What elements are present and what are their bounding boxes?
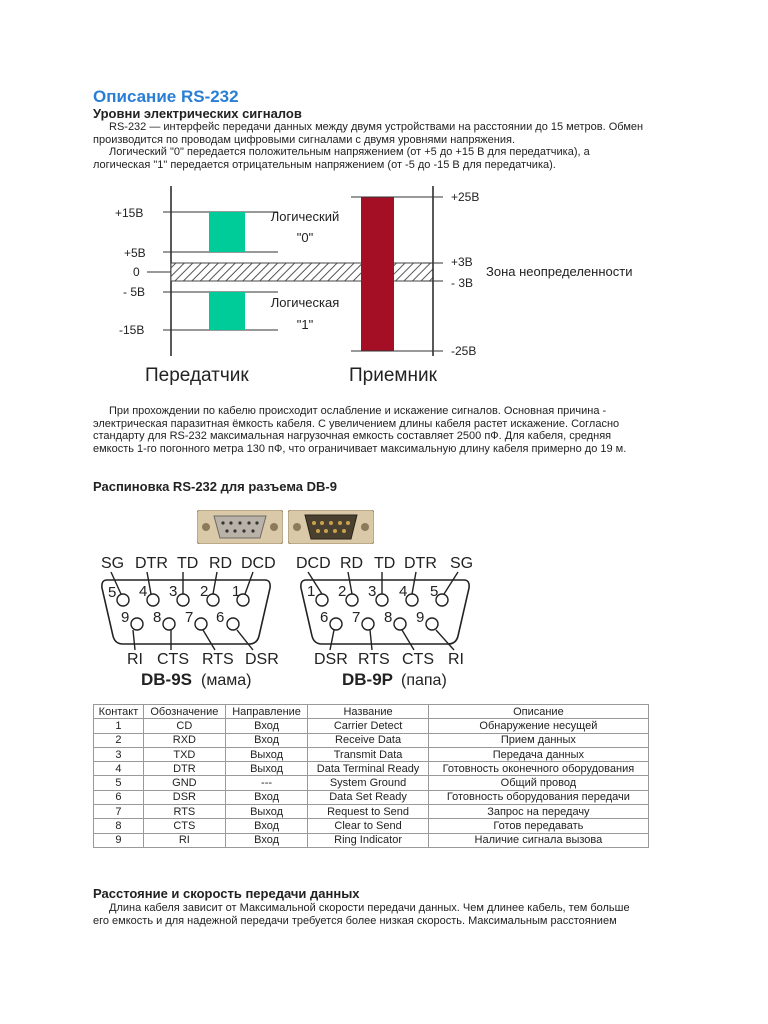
- rx-label: -25В: [451, 344, 477, 358]
- text-line: стандарту для RS-232 максимальная нагрузочная емкость составляет 2500 пФ. Для кабеля, средняя: [93, 430, 612, 442]
- db9p-pin-number: 6: [320, 609, 329, 626]
- table-cell: TXD: [143, 747, 225, 761]
- text-line: При прохождении по кабелю происходит ослабление и искажение сигналов. Основная причина -: [109, 405, 607, 417]
- paragraph-intro: [93, 121, 693, 171]
- table-cell: 7: [94, 805, 144, 819]
- db9s-pin-number: 8: [153, 609, 162, 626]
- section-heading-levels: Уровни электрических сигналов: [93, 106, 302, 121]
- uncertainty-zone-label: Зона неопределенности: [486, 264, 633, 279]
- table-cell: Выход: [225, 747, 308, 761]
- db9p-signal: RTS: [358, 651, 390, 668]
- text-line: его емкость и для надежной передачи требуется более низкая скорость. Максимальным расстоянием: [93, 914, 617, 927]
- db9p-signal: DSR: [314, 651, 348, 668]
- table-cell: Выход: [225, 805, 308, 819]
- table-cell: Request to Send: [308, 805, 428, 819]
- db9p-pin-number: 1: [307, 583, 316, 600]
- db9s-pin-number: 6: [216, 609, 225, 626]
- db9p-signal: SG: [450, 555, 474, 572]
- db9p-name: DB-9P: [342, 670, 394, 689]
- rx-label: - 3В: [451, 276, 474, 290]
- db9s-signal: SG: [101, 555, 125, 572]
- pin-table: [93, 704, 649, 848]
- db9s-signal: RTS: [202, 651, 234, 668]
- table-row: [94, 790, 649, 804]
- db9s-pin-number: 9: [121, 609, 130, 626]
- db9s-signal: RD: [209, 555, 233, 572]
- text-line: Логический "0" передается положительным напряжением (от +5 до +15 В для передатчика), а: [109, 146, 590, 158]
- table-cell: System Ground: [308, 776, 428, 790]
- table-cell: Готовность оборудования передачи: [428, 790, 648, 804]
- column-header: Описание: [428, 705, 648, 719]
- db9s-pin-number: 3: [169, 583, 178, 600]
- db9p-pin-number: 2: [338, 583, 347, 600]
- table-cell: 2: [94, 733, 144, 747]
- table-cell: Общий провод: [428, 776, 648, 790]
- db9s-signal: TD: [177, 555, 199, 572]
- table-cell: Вход: [225, 819, 308, 833]
- logic1-box: [209, 292, 245, 330]
- db9p-pin-number: 7: [352, 609, 361, 626]
- db9p-pin-number: 8: [384, 609, 393, 626]
- table-cell: Ring Indicator: [308, 833, 428, 847]
- table-row: [94, 833, 649, 847]
- table-cell: Готовность оконечного оборудования: [428, 762, 648, 776]
- table-cell: 8: [94, 819, 144, 833]
- text-line: логическая "1" передается отрицательным напряжением (от -5 до -15 В для передатчика).: [93, 158, 556, 171]
- rx-label: +3В: [451, 255, 473, 269]
- db9p-pinout-diagram: [290, 550, 490, 690]
- db9s-kind: (мама): [201, 672, 252, 689]
- text-line: производится по проводам цифровыми сигналами с двумя уровнями напряжения.: [93, 133, 516, 146]
- db9p-signal: TD: [374, 555, 396, 572]
- db9s-name: DB-9S: [141, 670, 193, 689]
- paragraph-distance: [93, 902, 693, 927]
- db9s-pin-number: 1: [232, 583, 241, 600]
- table-cell: Receive Data: [308, 733, 428, 747]
- table-cell: 4: [94, 762, 144, 776]
- transmitter-caption: Передатчик: [145, 365, 249, 386]
- page-title: Описание RS-232: [93, 87, 239, 106]
- table-row: [94, 819, 649, 833]
- db9p-pin-number: 4: [399, 583, 408, 600]
- db9s-pinout-diagram: [93, 550, 283, 690]
- table-cell: Вход: [225, 733, 308, 747]
- db9p-signal: RI: [448, 651, 464, 668]
- db9-female-photo: [197, 510, 283, 544]
- table-cell: ---: [225, 776, 308, 790]
- table-cell: 1: [94, 719, 144, 733]
- tx-label: 0: [133, 265, 140, 279]
- column-header: Название: [308, 705, 428, 719]
- table-row: [94, 762, 649, 776]
- table-cell: 5: [94, 776, 144, 790]
- table-cell: Transmit Data: [308, 747, 428, 761]
- db9s-signal: DSR: [245, 651, 279, 668]
- text-line: емкость 1-го погонного метра 130 пФ, что ограничивает максимальную длину кабеля примерно до 19 м.: [93, 442, 627, 455]
- table-cell: Вход: [225, 833, 308, 847]
- logic1-label: Логическая: [270, 295, 340, 310]
- rx-label: +25В: [451, 190, 480, 204]
- db9s-signal: DCD: [241, 555, 276, 572]
- table-cell: RI: [143, 833, 225, 847]
- paragraph-attenuation: [93, 405, 693, 455]
- table-cell: Выход: [225, 762, 308, 776]
- table-cell: Запрос на передачу: [428, 805, 648, 819]
- logic0-value: "0": [296, 230, 314, 245]
- table-cell: Вход: [225, 790, 308, 804]
- table-cell: 9: [94, 833, 144, 847]
- table-row: [94, 776, 649, 790]
- db9s-signal: RI: [127, 651, 143, 668]
- db9s-signal: CTS: [157, 651, 189, 668]
- text-line: RS-232 — интерфейс передачи данных между двумя устройствами на расстоянии до 15 метров. Обмен: [109, 121, 644, 133]
- table-cell: RXD: [143, 733, 225, 747]
- db9s-pin-number: 2: [200, 583, 209, 600]
- section-heading-distance: Расстояние и скорость передачи данных: [93, 886, 360, 901]
- db9s-signal: DTR: [135, 555, 168, 572]
- table-cell: Обнаружение несущей: [428, 719, 648, 733]
- db9-male-photo: [288, 510, 374, 544]
- table-row: [94, 805, 649, 819]
- tx-label: +5В: [124, 246, 146, 260]
- table-cell: Наличие сигнала вызова: [428, 833, 648, 847]
- table-cell: 6: [94, 790, 144, 804]
- table-row: [94, 733, 649, 747]
- tx-label: -15В: [119, 323, 145, 337]
- section-heading-pinout: Распиновка RS-232 для разъема DB-9: [93, 479, 337, 494]
- tx-label: +15В: [115, 206, 144, 220]
- tx-label: - 5В: [123, 285, 146, 299]
- db9p-pin-number: 9: [416, 609, 425, 626]
- db9p-pin-number: 3: [368, 583, 377, 600]
- db9p-signal: RD: [340, 555, 364, 572]
- receiver-caption: Приемник: [349, 365, 437, 386]
- db9s-pin-number: 4: [139, 583, 148, 600]
- db9s-pin-number: 5: [108, 584, 117, 601]
- table-cell: DSR: [143, 790, 225, 804]
- table-cell: Clear to Send: [308, 819, 428, 833]
- table-cell: Передача данных: [428, 747, 648, 761]
- logic0-label: Логический: [270, 209, 340, 224]
- logic1-value: "1": [296, 317, 314, 332]
- db9p-kind: (папа): [401, 672, 447, 689]
- table-cell: Прием данных: [428, 733, 648, 747]
- table-cell: Carrier Detect: [308, 719, 428, 733]
- db9p-pin-number: 5: [430, 583, 439, 600]
- column-header: Обозначение: [143, 705, 225, 719]
- receiver-bar: [361, 197, 394, 351]
- table-cell: Data Set Ready: [308, 790, 428, 804]
- table-cell: CTS: [143, 819, 225, 833]
- column-header: Контакт: [94, 705, 144, 719]
- table-cell: Готов передавать: [428, 819, 648, 833]
- db9p-signal: DCD: [296, 555, 331, 572]
- voltage-levels-diagram: [93, 184, 663, 394]
- table-header-row: [94, 705, 649, 719]
- db9p-signal: CTS: [402, 651, 434, 668]
- table-row: [94, 747, 649, 761]
- table-row: [94, 719, 649, 733]
- table-cell: RTS: [143, 805, 225, 819]
- table-cell: DTR: [143, 762, 225, 776]
- db9s-pin-number: 7: [185, 609, 194, 626]
- db9p-signal: DTR: [404, 555, 437, 572]
- table-cell: CD: [143, 719, 225, 733]
- table-cell: 3: [94, 747, 144, 761]
- text-line: Длина кабеля зависит от Максимальной скорости передачи данных. Чем длинее кабель, тем больше: [109, 902, 630, 914]
- table-cell: Data Terminal Ready: [308, 762, 428, 776]
- table-cell: GND: [143, 776, 225, 790]
- table-cell: Вход: [225, 719, 308, 733]
- column-header: Направление: [225, 705, 308, 719]
- logic0-box: [209, 212, 245, 252]
- text-line: электрическая паразитная ёмкость кабеля. С увеличением длины кабеля растет искажение. Согласно: [93, 417, 620, 430]
